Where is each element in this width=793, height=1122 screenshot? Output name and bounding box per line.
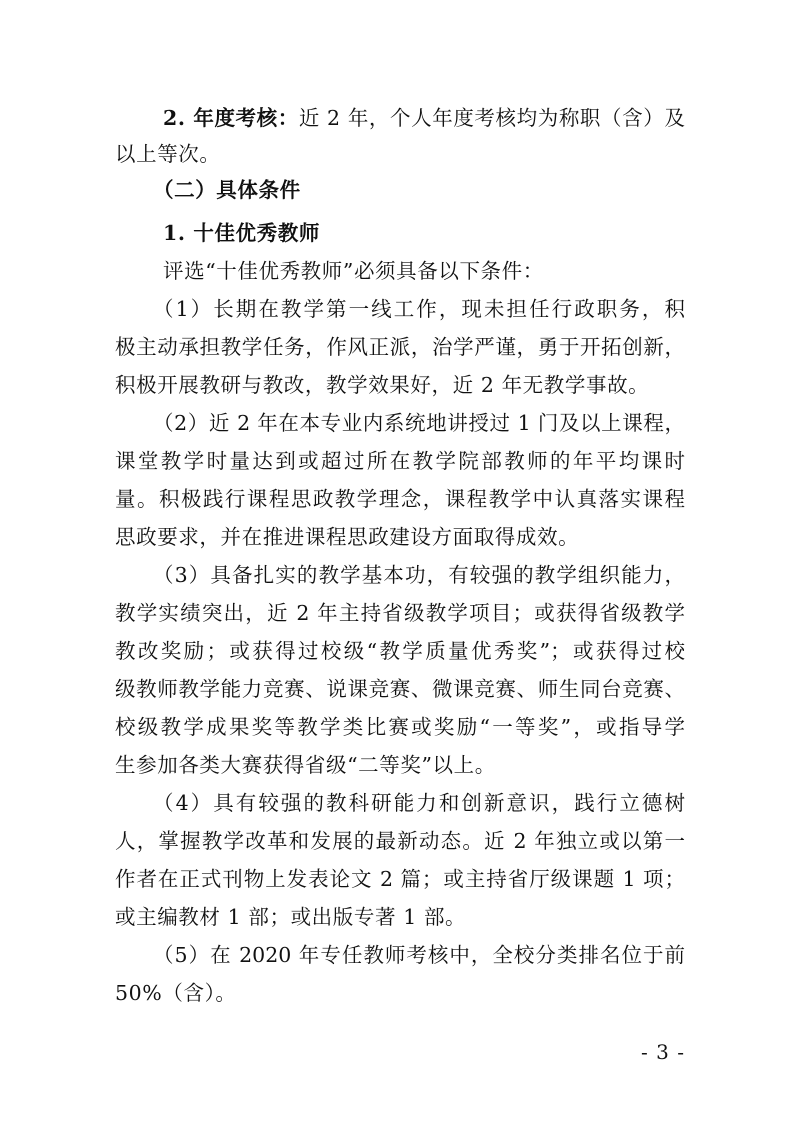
annual-assessment-heading: 2. 年度考核： [163, 106, 299, 130]
item4-line4: 或主编教材 1 部；或出版专著 1 部。 [115, 905, 467, 929]
item3-line5: 校级教学成果奖等教学类比赛或奖励“一等奖”，或指导学 [115, 715, 685, 739]
annual-assessment-line2: 以上等次。 [115, 142, 221, 166]
item3-line3: 教改奖励；或获得过校级“教学质量优秀奖”；或获得过校 [115, 639, 685, 663]
item1-line2: 极主动承担教学任务，作风正派，治学严谨，勇于开拓创新， [115, 335, 685, 359]
item3-line2: 教学实绩突出，近 2 年主持省级教学项目；或获得省级教学 [115, 601, 685, 625]
item3-line1: （3）具备扎实的教学基本功，有较强的教学组织能力， [153, 563, 685, 587]
annual-assessment-line1 [163, 104, 685, 132]
ten-best-teachers-intro: 评选“十佳优秀教师”必须具备以下条件： [163, 259, 544, 283]
annual-assessment-text: 近 2 年，个人年度考核均为称职（含）及 [298, 106, 685, 130]
item1-line3: 积极开展教研与教改，教学效果好，近 2 年无教学事故。 [115, 373, 650, 397]
item5-line1: （5）在 2020 年专任教师考核中，全校分类排名位于前 [153, 943, 685, 967]
item5-line2: 50%（含）。 [115, 981, 237, 1005]
item1-line1: （1）长期在教学第一线工作，现未担任行政职务，积 [153, 297, 685, 321]
ten-best-teachers-heading: 1. 十佳优秀教师 [163, 221, 320, 245]
item2-line3: 量。积极践行课程思政教学理念，课程教学中认真落实课程 [115, 487, 685, 511]
item4-line2: 人，掌握教学改革和发展的最新动态。近 2 年独立或以第一 [115, 829, 685, 853]
page-number: - 3 - [641, 1040, 685, 1064]
item2-line1: （2）近 2 年在本专业内系统地讲授过 1 门及以上课程， [153, 411, 685, 435]
item4-line3: 作者在正式刊物上发表论文 2 篇；或主持省厅级课题 1 项； [115, 867, 685, 891]
item2-line4: 思政要求，并在推进课程思政建设方面取得成效。 [115, 525, 580, 549]
specific-conditions-heading: （二）具体条件 [153, 178, 301, 202]
item3-line4: 级教师教学能力竞赛、说课竞赛、微课竞赛、师生同台竞赛、 [115, 677, 685, 701]
item2-line2: 课堂教学时量达到或超过所在教学院部教师的年平均课时 [115, 449, 685, 473]
item3-line6: 生参加各类大赛获得省级“二等奖”以上。 [115, 753, 496, 777]
item4-line1: （4）具有较强的教科研能力和创新意识，践行立德树 [153, 791, 685, 815]
